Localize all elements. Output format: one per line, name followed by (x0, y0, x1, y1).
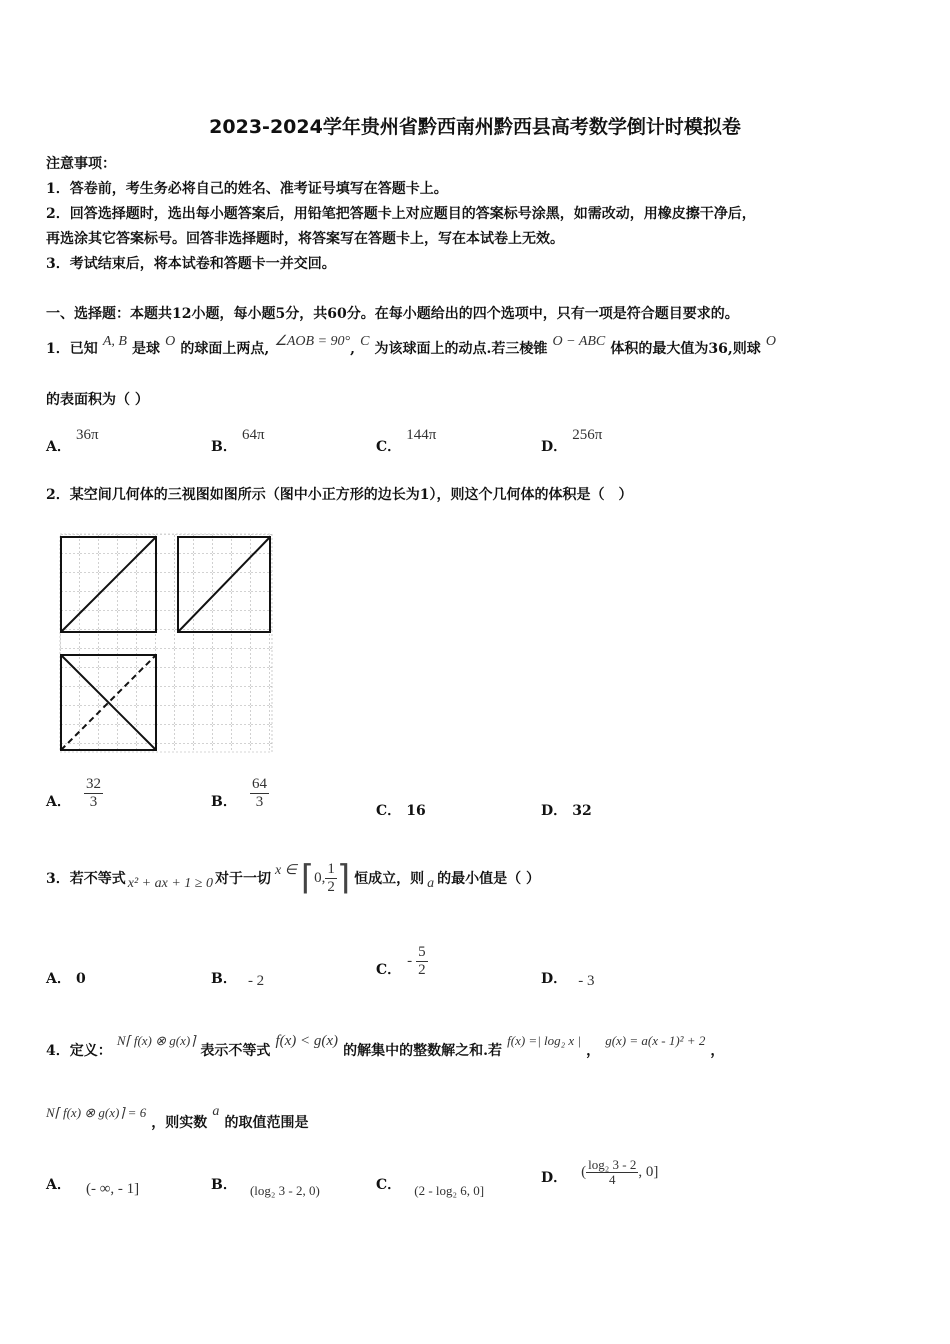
option-value: 0 (75, 971, 86, 987)
q3-math: x ∈ (274, 862, 297, 878)
option-label: C． (376, 962, 402, 978)
q4-math: f(x) =| log₂ x | (507, 1033, 581, 1048)
denominator: 3 (89, 793, 98, 810)
q1-math: C (360, 334, 370, 349)
option-value: 16 (406, 803, 426, 819)
q4-text: 表示不等式 (200, 1043, 271, 1059)
q1-text: 1．已知 (46, 341, 98, 357)
option-value: (- ∞, - 1] (85, 1181, 140, 1197)
interval-left: 0, (314, 869, 326, 886)
q1-text: 为该球面上的动点.若三棱锥 (374, 341, 548, 357)
option-label: A． (46, 793, 71, 810)
q2-option-b[interactable] (211, 776, 269, 810)
option-label: D． (541, 1169, 568, 1186)
option-label: B． (211, 971, 237, 987)
option-value: - 2 (247, 973, 265, 989)
q4-text: ， (710, 1043, 725, 1059)
notice-item: 1．答卷前，考生务必将自己的姓名、准考证号填写在答题卡上。 (46, 181, 448, 197)
q1-text: , (350, 341, 356, 357)
q4-option-a[interactable] (46, 1174, 140, 1197)
q1-option-d[interactable] (541, 424, 603, 455)
denominator: 4 (609, 1172, 616, 1188)
denominator: 3 (255, 793, 264, 810)
option-fraction (84, 776, 103, 810)
numerator: 64 (251, 776, 267, 792)
option-value: 64π (241, 427, 265, 443)
q1-math: O − ABC (552, 334, 606, 349)
q4-text: ， (586, 1043, 601, 1059)
option-label: C． (376, 439, 402, 455)
q1-text: 是球 (132, 341, 161, 357)
option-suffix: , 0] (638, 1164, 659, 1181)
q1-text: 的表面积为（ ） (46, 392, 149, 408)
three-view-figure (58, 532, 276, 754)
q4-text: 的取值范围是 (224, 1115, 309, 1131)
section-heading: 一、选择题：本题共12小题，每小题5分，共60分。在每小题给出的四个选项中，只有一项是符合题目要求的。 (46, 306, 739, 322)
q3-option-c[interactable] (376, 944, 428, 978)
q3-math: x² + ax + 1 ≥ 0 (127, 876, 213, 891)
denominator: 2 (327, 878, 335, 895)
q3-option-d[interactable] (541, 968, 594, 988)
option-label: B． (211, 439, 237, 455)
q3-text: 的最小值是（ ） (437, 871, 541, 887)
q1-option-a[interactable] (46, 424, 99, 455)
q3-option-a[interactable] (46, 968, 86, 988)
q1-math: A, B (102, 334, 127, 349)
interval-fraction (325, 861, 337, 895)
q4-option-b[interactable] (211, 1174, 320, 1198)
option-label: C． (376, 803, 402, 819)
q1-option-b[interactable] (211, 424, 265, 455)
option-value: (log₂ 3 - 2, 0) (249, 1183, 320, 1198)
interval-bracket-right: ⌉ (336, 860, 351, 897)
page-title: 2023-2024学年贵州省黔西南州黔西县高考数学倒计时模拟卷 (209, 116, 741, 138)
option-fraction (416, 944, 428, 978)
option-value: 256π (572, 427, 603, 443)
q4-math: f(x) < g(x) (275, 1033, 339, 1049)
numerator: 32 (85, 776, 101, 792)
notice-item: 2．回答选择题时，选出每小题答案后，用铅笔把答题卡上对应题目的答案标号涂黑，如需改动，用橡皮擦干净后， (46, 206, 756, 222)
option-label: A． (46, 971, 71, 987)
interval-bracket-left: ⌈ (300, 860, 315, 897)
notice-heading: 注意事项： (46, 156, 116, 172)
option-prefix: ( (581, 1164, 587, 1181)
option-label: A． (46, 439, 71, 455)
q4-math: N⌈ f(x) ⊗ g(x)⌉ (116, 1033, 196, 1048)
q4-text: ，则实数 (151, 1115, 208, 1131)
option-label: C． (376, 1177, 402, 1193)
option-value: 32 (572, 803, 592, 819)
numerator: 5 (418, 944, 426, 960)
q4-math: a (212, 1104, 220, 1119)
option-value: - 3 (578, 973, 595, 989)
q1-text: 的球面上两点, (180, 341, 270, 357)
q2-option-d[interactable] (541, 800, 592, 820)
option-value: (2 - log₂ 6, 0] (414, 1183, 485, 1198)
question-4-condition (46, 1102, 309, 1131)
q4-option-c[interactable] (376, 1174, 485, 1198)
option-value: 144π (406, 427, 437, 443)
q3-text: 对于一切 (214, 871, 271, 887)
q4-option-d[interactable] (541, 1158, 658, 1188)
notice-item: 再选涂其它答案标号。回答非选择题时，将答案写在答题卡上，写在本试卷上无效。 (46, 231, 564, 247)
q1-math: O (765, 334, 776, 349)
q4-math: N⌈ f(x) ⊗ g(x)⌉ = 6 (46, 1105, 147, 1120)
option-sign: - (407, 952, 413, 969)
option-label: B． (211, 793, 237, 810)
numerator: 1 (327, 861, 335, 877)
q1-math: ∠AOB = 90° (274, 334, 351, 349)
option-fraction (586, 1158, 638, 1188)
numerator: log₂ 3 - 2 (588, 1157, 637, 1172)
option-label: D． (541, 439, 568, 455)
option-value: 36π (75, 427, 99, 443)
q3-text: 3．若不等式 (46, 871, 126, 887)
notice-item: 3．考试结束后，将本试卷和答题卡一并交回。 (46, 256, 336, 272)
q3-option-b[interactable] (211, 968, 264, 988)
q2-option-a[interactable] (46, 776, 103, 810)
option-label: D． (541, 803, 568, 819)
q1-option-c[interactable] (376, 424, 437, 455)
option-label: A． (46, 1177, 71, 1193)
option-label: B． (211, 1177, 237, 1193)
denominator: 2 (418, 961, 426, 978)
option-label: D． (541, 971, 568, 987)
option-fraction (250, 776, 269, 810)
q1-math: O (165, 334, 176, 349)
question-1-stem (46, 334, 776, 358)
question-3-stem (46, 858, 540, 898)
q4-math: g(x) = a(x - 1)² + 2 (605, 1033, 706, 1048)
question-2-stem: 2．某空间几何体的三视图如图所示（图中小正方形的边长为1），则这个几何体的体积是（ ） (46, 487, 633, 503)
q3-math: a (427, 876, 435, 891)
q1-text: 体积的最大值为36,则球 (610, 341, 761, 357)
q4-text: 的解集中的整数解之和.若 (343, 1043, 503, 1059)
q2-option-c[interactable] (376, 800, 426, 820)
question-4-stem (46, 1030, 725, 1059)
q3-text: 恒成立，则 (354, 871, 425, 887)
q4-text: 4．定义： (46, 1043, 112, 1059)
